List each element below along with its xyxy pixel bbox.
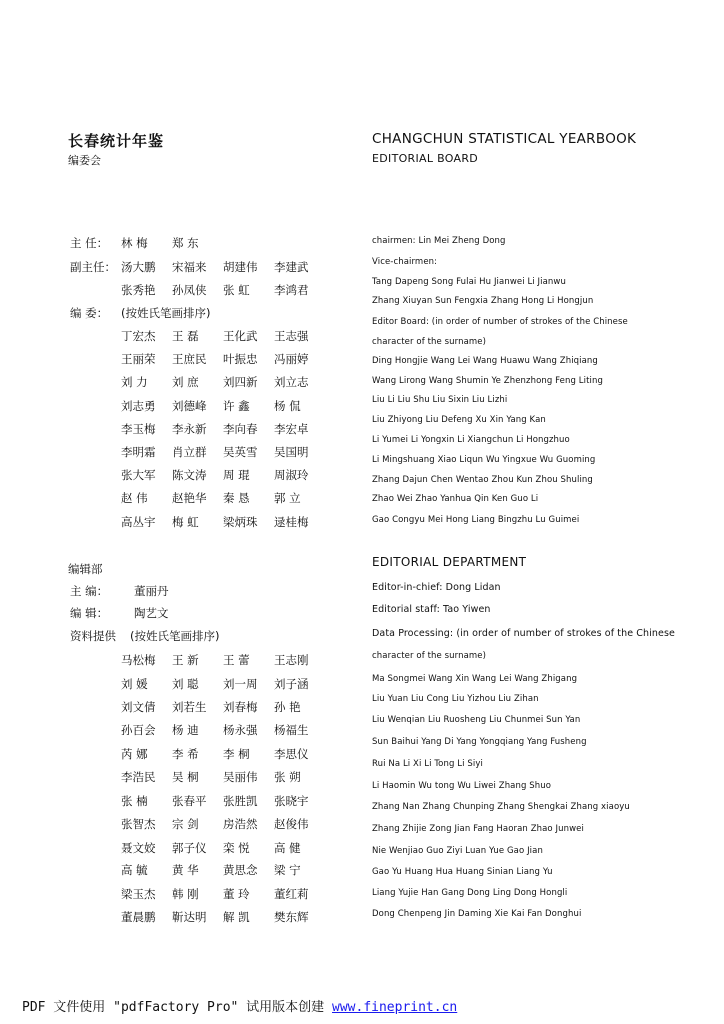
- person-name: 许 鑫: [223, 399, 250, 413]
- person-name: 赵俊伟: [274, 817, 309, 831]
- person-name: 樊东辉: [274, 910, 309, 924]
- pdf-footer: [22, 996, 457, 1015]
- person-name: 张胜凯: [223, 794, 258, 808]
- board-en-line: chairmen: Lin Mei Zheng Dong: [372, 236, 506, 246]
- department-en-line: Rui Na Li Xi Li Tong Li Siyi: [372, 759, 483, 769]
- staff-label: 编 辑：: [70, 606, 109, 620]
- person-name: 杨 迪: [172, 723, 199, 737]
- board-en-line: character of the surname): [372, 337, 487, 347]
- person-name: 董晨鹏: [121, 910, 156, 924]
- data-note: (按姓氏笔画排序): [130, 629, 220, 643]
- person-name: 黄 华: [172, 863, 199, 877]
- vice-chair-row: [121, 282, 325, 298]
- person-name: 秦 恳: [223, 491, 250, 505]
- person-name: 聂文姣: [121, 841, 156, 855]
- data-provider-row: [121, 746, 325, 762]
- member-row: [121, 328, 325, 344]
- person-name: 杨福生: [274, 723, 309, 737]
- member-row: [121, 514, 325, 530]
- person-name: 王志强: [274, 329, 309, 343]
- board-en-line: Zhang Xiuyan Sun Fengxia Zhang Hong Li Hongjun: [372, 296, 594, 306]
- data-provider-row: [121, 769, 325, 785]
- person-name: 逯桂梅: [274, 515, 309, 529]
- person-name: 张大军: [121, 468, 156, 482]
- data-provider-row: [121, 840, 325, 856]
- person-name: 张秀艳: [121, 283, 156, 297]
- person-name: 林 梅: [121, 236, 148, 250]
- person-name: 韩 刚: [172, 887, 199, 901]
- board-en-line: Editor Board: (in order of number of strokes of the Chinese: [372, 317, 628, 327]
- person-name: 王化武: [223, 329, 258, 343]
- person-name: 高 毓: [121, 863, 148, 877]
- department-en-line: Zhang Zhijie Zong Jian Fang Haoran Zhao Junwei: [372, 824, 584, 834]
- person-name: 李鸿君: [274, 283, 309, 297]
- chief-name: 董丽丹: [134, 584, 169, 598]
- person-name: 赵 伟: [121, 491, 148, 505]
- person-name: 李思仪: [274, 747, 309, 761]
- person-name: 张 虹: [223, 283, 250, 297]
- data-provider-row: [121, 676, 325, 692]
- data-en: Data Processing: (in order of number of strokes of the Chinese: [372, 628, 675, 639]
- data-provider-row: [121, 722, 325, 738]
- person-name: 梁玉杰: [121, 887, 156, 901]
- person-name: 叶振忠: [223, 352, 258, 366]
- staff-en: Editorial staff: Tao Yiwen: [372, 604, 491, 615]
- yearbook-title-cn: 长春统计年鉴: [68, 132, 165, 150]
- person-name: 芮 娜: [121, 747, 148, 761]
- person-name: 刘立志: [274, 375, 309, 389]
- person-name: 刘 聪: [172, 677, 199, 691]
- person-name: 吴英雪: [223, 445, 258, 459]
- person-name: 王 磊: [172, 329, 199, 343]
- person-name: 孙凤侠: [172, 283, 207, 297]
- department-en-line: Li Haomin Wu tong Wu Liwei Zhang Shuo: [372, 781, 552, 791]
- person-name: 吴 桐: [172, 770, 199, 784]
- department-en-line: Dong Chenpeng Jin Daming Xie Kai Fan Donghui: [372, 909, 582, 919]
- board-en-line: Tang Dapeng Song Fulai Hu Jianwei Li Jianwu: [372, 277, 566, 287]
- member-row: [121, 444, 325, 460]
- member-row: [121, 490, 325, 506]
- person-name: 杨 侃: [274, 399, 301, 413]
- person-name: 梁炳珠: [223, 515, 258, 529]
- person-name: 刘志勇: [121, 399, 156, 413]
- data-label: 资料提供: [70, 629, 116, 643]
- person-name: 梅 虹: [172, 515, 199, 529]
- data-provider-row: [121, 862, 325, 878]
- person-name: 郭 立: [274, 491, 301, 505]
- person-name: 梁 宁: [274, 863, 301, 877]
- person-name: 张春平: [172, 794, 207, 808]
- board-subtitle-en: EDITORIAL BOARD: [372, 152, 479, 165]
- person-name: 靳达明: [172, 910, 207, 924]
- department-en-line: Gao Yu Huang Hua Huang Sinian Liang Yu: [372, 867, 553, 877]
- board-subtitle-cn: 编委会: [68, 154, 101, 167]
- person-name: 陈文涛: [172, 468, 207, 482]
- department-title-cn: 编辑部: [68, 562, 103, 576]
- member-row: [121, 351, 325, 367]
- data-provider-row: [121, 816, 325, 832]
- person-name: 刘一周: [223, 677, 258, 691]
- person-name: 董 玲: [223, 887, 250, 901]
- person-name: 高 健: [274, 841, 301, 855]
- person-name: 孙 艳: [274, 700, 301, 714]
- person-name: 李浩民: [121, 770, 156, 784]
- person-name: 董红莉: [274, 887, 309, 901]
- person-name: 王 新: [172, 653, 199, 667]
- chief-en: Editor-in-chief: Dong Lidan: [372, 582, 501, 593]
- member-row: [121, 374, 325, 390]
- data-provider-row: [121, 793, 325, 809]
- department-en-line: character of the surname): [372, 651, 487, 661]
- data-provider-row: [121, 909, 325, 925]
- data-provider-row: [121, 886, 325, 902]
- department-title-en: EDITORIAL DEPARTMENT: [372, 555, 527, 569]
- person-name: 张智杰: [121, 817, 156, 831]
- person-name: 张 楠: [121, 794, 148, 808]
- department-en-line: Liu Yuan Liu Cong Liu Yizhou Liu Zihan: [372, 694, 539, 704]
- board-en-line: Ding Hongjie Wang Lei Wang Huawu Wang Zhiqiang: [372, 356, 598, 366]
- footer-text: PDF 文件使用 "pdfFactory Pro" 试用版本创建: [22, 1000, 333, 1015]
- person-name: 宗 剑: [172, 817, 199, 831]
- yearbook-title-en: CHANGCHUN STATISTICAL YEARBOOK: [372, 131, 637, 147]
- person-name: 杨永强: [223, 723, 258, 737]
- person-name: 张 朔: [274, 770, 301, 784]
- department-en-line: Zhang Nan Zhang Chunping Zhang Shengkai Zhang xiaoyu: [372, 802, 630, 812]
- vice-label: 副主任：: [70, 260, 116, 274]
- board-en-line: Zhang Dajun Chen Wentao Zhou Kun Zhou Shuling: [372, 475, 593, 485]
- person-name: 汤大鹏: [121, 260, 156, 274]
- member-row: [121, 421, 325, 437]
- board-en-line: Vice-chairmen:: [372, 257, 438, 267]
- chair-label: 主 任：: [70, 236, 109, 250]
- person-name: 王丽荣: [121, 352, 156, 366]
- board-en-line: Li Mingshuang Xiao Liqun Wu Yingxue Wu Guoming: [372, 455, 596, 465]
- board-en-line: Liu Zhiyong Liu Defeng Xu Xin Yang Kan: [372, 415, 546, 425]
- person-name: 李向春: [223, 422, 258, 436]
- person-name: 房浩然: [223, 817, 258, 831]
- person-name: 周淑玲: [274, 468, 309, 482]
- staff-name: 陶艺文: [134, 606, 169, 620]
- person-name: 刘 力: [121, 375, 148, 389]
- person-name: 高丛宇: [121, 515, 156, 529]
- footer-link[interactable]: www.fineprint.cn: [332, 1000, 458, 1015]
- person-name: 郑 东: [172, 236, 199, 250]
- person-name: 李 桐: [223, 747, 250, 761]
- person-name: 刘若生: [172, 700, 207, 714]
- person-name: 刘春梅: [223, 700, 258, 714]
- person-name: 王志刚: [274, 653, 309, 667]
- person-name: 吴国明: [274, 445, 309, 459]
- department-en-line: Liu Wenqian Liu Ruosheng Liu Chunmei Sun Yan: [372, 715, 581, 725]
- vice-chair-row: [121, 259, 325, 275]
- department-en-line: Nie Wenjiao Guo Ziyi Luan Yue Gao Jian: [372, 846, 543, 856]
- person-name: 王 蕾: [223, 653, 250, 667]
- member-row: [121, 467, 325, 483]
- person-name: 刘德峰: [172, 399, 207, 413]
- person-name: 宋福来: [172, 260, 207, 274]
- person-name: 孙百会: [121, 723, 156, 737]
- person-name: 解 凯: [223, 910, 250, 924]
- board-en-line: Wang Lirong Wang Shumin Ye Zhenzhong Feng Liting: [372, 376, 603, 386]
- person-name: 刘文倩: [121, 700, 156, 714]
- person-name: 马松梅: [121, 653, 156, 667]
- member-row: [121, 398, 325, 414]
- person-name: 李永新: [172, 422, 207, 436]
- chief-label: 主 编：: [70, 584, 109, 598]
- person-name: 李建武: [274, 260, 309, 274]
- chair-names: [121, 235, 223, 251]
- person-name: 刘子涵: [274, 677, 309, 691]
- person-name: 刘 庶: [172, 375, 199, 389]
- person-name: 李宏卓: [274, 422, 309, 436]
- board-en-line: Liu Li Liu Shu Liu Sixin Liu Lizhi: [372, 395, 508, 405]
- person-name: 李明霜: [121, 445, 156, 459]
- person-name: 张晓宇: [274, 794, 309, 808]
- person-name: 冯丽婷: [274, 352, 309, 366]
- department-en-line: Liang Yujie Han Gang Dong Ling Dong Hongli: [372, 888, 568, 898]
- member-note: (按姓氏笔画排序): [121, 306, 211, 320]
- department-en-line: Ma Songmei Wang Xin Wang Lei Wang Zhigang: [372, 674, 578, 684]
- person-name: 肖立群: [172, 445, 207, 459]
- person-name: 栾 悦: [223, 841, 250, 855]
- person-name: 丁宏杰: [121, 329, 156, 343]
- person-name: 刘四新: [223, 375, 258, 389]
- department-en-line: Sun Baihui Yang Di Yang Yongqiang Yang Fusheng: [372, 737, 587, 747]
- data-provider-row: [121, 699, 325, 715]
- person-name: 周 琨: [223, 468, 250, 482]
- person-name: 胡建伟: [223, 260, 258, 274]
- data-provider-row: [121, 652, 325, 668]
- person-name: 李玉梅: [121, 422, 156, 436]
- person-name: 吴丽伟: [223, 770, 258, 784]
- person-name: 刘 媛: [121, 677, 148, 691]
- person-name: 赵艳华: [172, 491, 207, 505]
- person-name: 王庶民: [172, 352, 207, 366]
- member-label: 编 委：: [70, 306, 109, 320]
- person-name: 黄思念: [223, 863, 258, 877]
- board-en-line: Zhao Wei Zhao Yanhua Qin Ken Guo Li: [372, 494, 539, 504]
- board-en-line: Gao Congyu Mei Hong Liang Bingzhu Lu Guimei: [372, 515, 580, 525]
- person-name: 李 希: [172, 747, 199, 761]
- board-en-line: Li Yumei Li Yongxin Li Xiangchun Li Hongzhuo: [372, 435, 570, 445]
- person-name: 郭子仪: [172, 841, 207, 855]
